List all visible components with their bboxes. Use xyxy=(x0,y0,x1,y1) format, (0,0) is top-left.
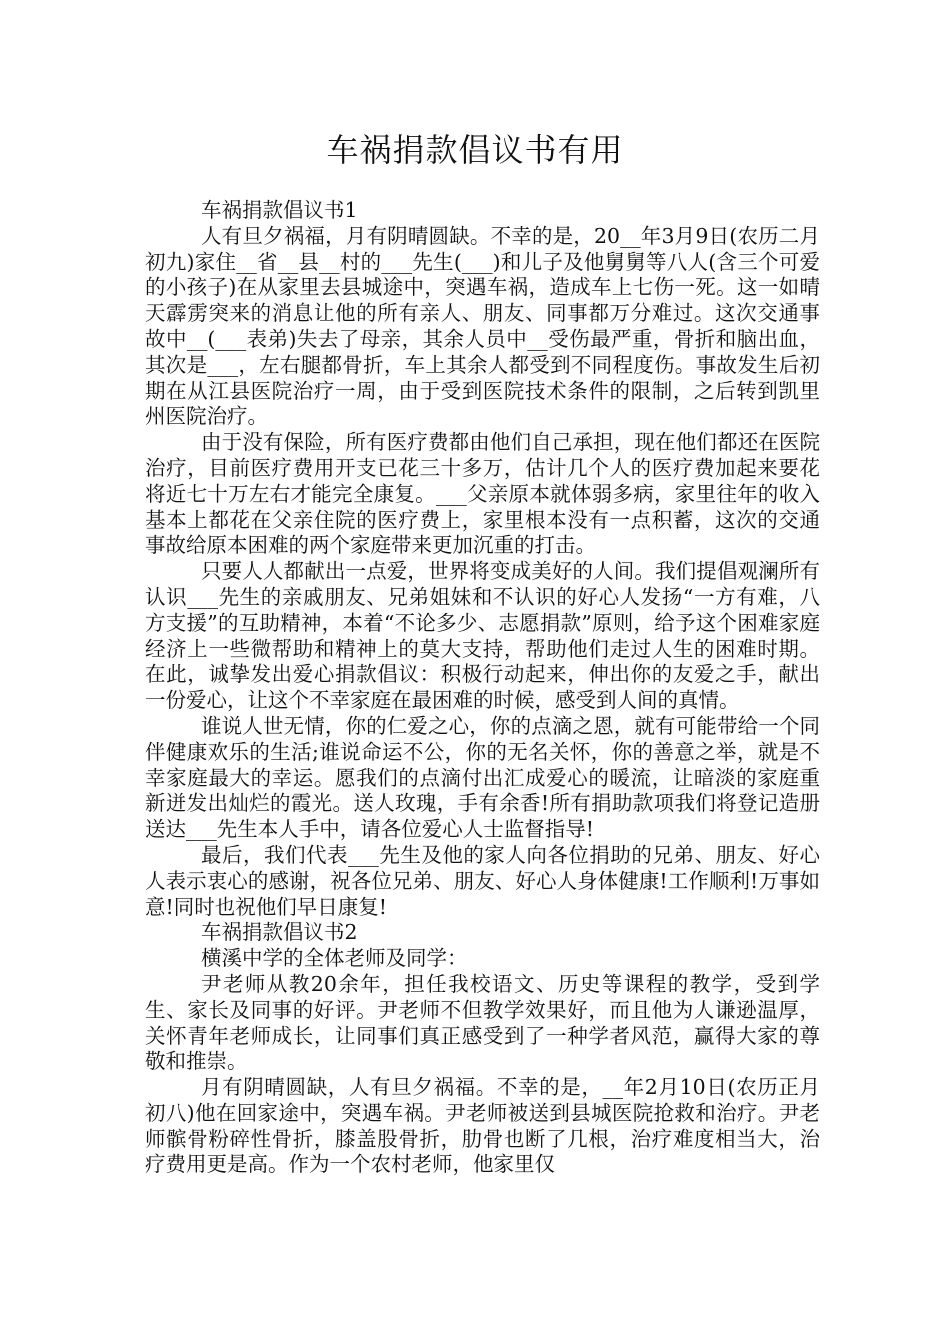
paragraph: 人有旦夕祸福，月有阴晴圆缺。不幸的是，20__年3月9日(农历二月初九)家住__省__县__村的___先生(___)和儿子及他舅舅等八人(含三个可爱的小孩子)在从家里去县城途中，突遇车祸，造成车上七伤一死。这一如晴天霹雳突来的消息让他的所有亲人、朋友、同事都万分难过。这次交通事故中__(___表弟)失去了母亲，其余人员中__受伤最严重，骨折和脑出血，其次是___，左右腿都骨折，车上其余人都受到不同程度伤。事故发生后初期在从江县医院治疗一周，由于受到医院技术条件的限制，之后转到凯里州医院治疗。 xyxy=(145,223,820,429)
paragraph: 只要人人都献出一点爱，世界将变成美好的人间。我们提倡观澜所有认识___先生的亲戚朋友、兄弟姐妹和不认识的好心人发扬“一方有难，八方支援”的互助精神，本着“不论多少、志愿捐款”原则，给予这个困难家庭经济上一些微帮助和精神上的莫大支持，帮助他们走过人生的困难时期。在此，诚挚发出爱心捐款倡议：积极行动起来，伸出你的友爱之手，献出一份爱心，让这个不幸家庭在最困难的时候，感受到人间的真情。 xyxy=(145,559,820,713)
paragraph: 最后，我们代表___先生及他的家人向各位捐助的兄弟、朋友、好心人表示衷心的感谢，祝各位兄弟、朋友、好心人身体健康!工作顺利!万事如意!同时也祝他们早日康复! xyxy=(145,842,820,919)
section-heading-1: 车祸捐款倡议书1 xyxy=(201,198,358,222)
document-body xyxy=(145,198,820,1178)
document-title: 车祸捐款倡议书有用 xyxy=(326,131,624,169)
paragraph: 月有阴晴圆缺，人有旦夕祸福。不幸的是，__年2月10日(农历正月初八)他在回家途中，突遇车祸。尹老师被送到县城医院抢救和治疗。尹老师髌骨粉碎性骨折，膝盖股骨折，肋骨也断了几根，治疗难度相当大，治疗费用更是高。作为一个农村老师，他家里仅 xyxy=(145,1075,820,1177)
paragraph: 谁说人世无情，你的仁爱之心，你的点滴之恩，就有可能带给一个同伴健康欢乐的生活;谁说命运不公，你的无名关怀，你的善意之举，就是不幸家庭最大的幸运。愿我们的点滴付出汇成爱心的暖流，让暗淡的家庭重新迸发出灿烂的霞光。送人玫瑰，手有余香!所有捐助款项我们将登记造册送达___先生本人手中，请各位爱心人士监督指导! xyxy=(145,713,820,842)
paragraph: 尹老师从教20余年，担任我校语文、历史等课程的教学，受到学生、家长及同事的好评。尹老师不但教学效果好，而且他为人谦逊温厚，关怀青年老师成长，让同事们真正感受到了一种学者风范，赢得大家的尊敬和推崇。 xyxy=(145,971,820,1074)
paragraph: 由于没有保险，所有医疗费都由他们自己承担，现在他们都还在医院治疗，目前医疗费用开支已花三十多万，估计几个人的医疗费加起来要花将近七十万左右才能完全康复。___父亲原本就体弱多病，家里往年的收入基本上都花在父亲住院的医疗费上，家里根本没有一点积蓄，这次的交通事故给原本困难的两个家庭带来更加沉重的打击。 xyxy=(145,430,820,558)
salutation: 横溪中学的全体老师及同学： xyxy=(201,946,468,971)
section-heading-2: 车祸捐款倡议书2 xyxy=(201,920,358,945)
